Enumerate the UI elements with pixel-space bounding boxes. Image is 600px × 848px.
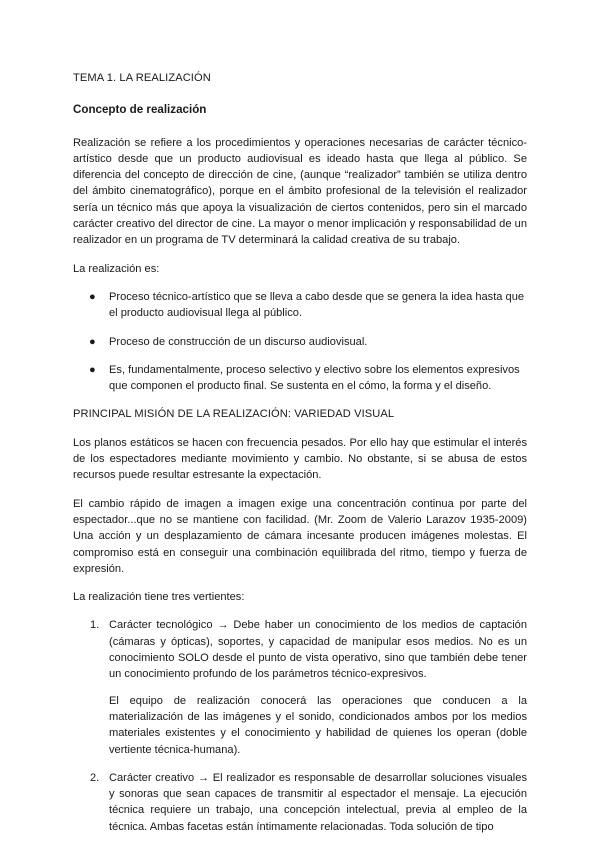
bullet-text: Proceso técnico-artístico que se lleva a cabo desde que se genera la idea hasta que el producto audiovisual llega al público. [109,290,525,320]
item-number: 2. [90,771,100,784]
list-intro: La realización es: [73,262,160,275]
section-heading-concepto: Concepto de realización [73,103,207,117]
bullet-icon: ● [89,335,96,348]
section-heading-mision: PRINCIPAL MISIÓN DE LA REALIZACIÓN: VARIEDAD VISUAL [73,408,395,421]
item-text: Carácter creativo → El realizador es responsable de desarrollar soluciones visuales y sonoras que sean capaces de transmitir al espectador el mensaje. La ejecución técnica requiere un trabajo, una concepción intelectual, previa al empleo de la técnica. Ambas facetas están íntimamente relacionadas. Toda solución de tipo [109,771,527,833]
bullet-icon: ● [89,290,96,303]
numbered-item [73,770,527,835]
paragraph-planos: Los planos estáticos se hacen con frecuencia pesados. Por ello hay que estimular el interés de los espectadores mediante movimiento y cambio. No obstante, si se abusa de estos recursos puede resultar estresante la expectación. [73,436,527,482]
item-number: 1. [90,619,100,632]
bullet-icon: ● [89,363,96,376]
intro-paragraph: Realización se refiere a los procedimientos y operaciones necesarias de carácter técnico-artístico desde que un producto audiovisual es ideado hasta que llega al público. Se diferencia del concepto de dirección de cine, (aunque “realizador” también se utiliza dentro del ámbito cinematográfico), porque en el ámbito profesional de la televisión el realizador sería un técnico más que apoya la visualización de ciertos contenidos, pero sin el marcado carácter creativo del director de cine. La mayor o menor implicación y responsabilidad de un realizador en un programa de TV determinará la calidad creativa de su trabajo. [73,136,527,247]
bullet-list [73,289,527,394]
bullet-text: Es, fundamentalmente, proceso selectivo y electivo sobre los elementos expresivos que componen el producto final. Se sustenta en el cómo, la forma y el diseño. [109,363,520,393]
item-subparagraph: El equipo de realización conocerá las operaciones que conducen a la materialización de las imágenes y el sonido, condicionados ambos por los medios materiales existentes y el conocimiento y habilidad de quienes los operan (doble vertiente técnica-humana). [109,694,527,756]
item-text: Carácter tecnológico → Debe haber un conocimiento de los medios de captación (cámaras y ópticas), soportes, y capacidad de manipular esos medios. No es un conocimiento SOLO desde el punto de vista operativo, sino que también debe tener un conocimiento profundo de los parámetros técnico-expresivos. [109,619,527,681]
document-title: TEMA 1. LA REALIZACIÓN [73,72,211,84]
bullet-text: Proceso de construcción de un discurso audiovisual. [109,335,368,348]
numbered-item [73,617,527,757]
bullet-item [73,362,527,395]
bullet-item [73,334,527,350]
vertientes-intro: La realización tiene tres vertientes: [73,591,245,604]
bullet-item [73,289,527,322]
numbered-list [73,617,527,835]
paragraph-cambio: El cambio rápido de imagen a imagen exige una concentración continua por parte del espectador...que no se mantiene con facilidad. (Mr. Zoom de Valerio Larazov 1935-2009) Una acción y un desplazamiento de cámara incesante producen imágenes molestas. El compromiso está en conseguir una combinación equilibrada del ritmo, tiempo y fuerza de expresión. [73,497,527,575]
